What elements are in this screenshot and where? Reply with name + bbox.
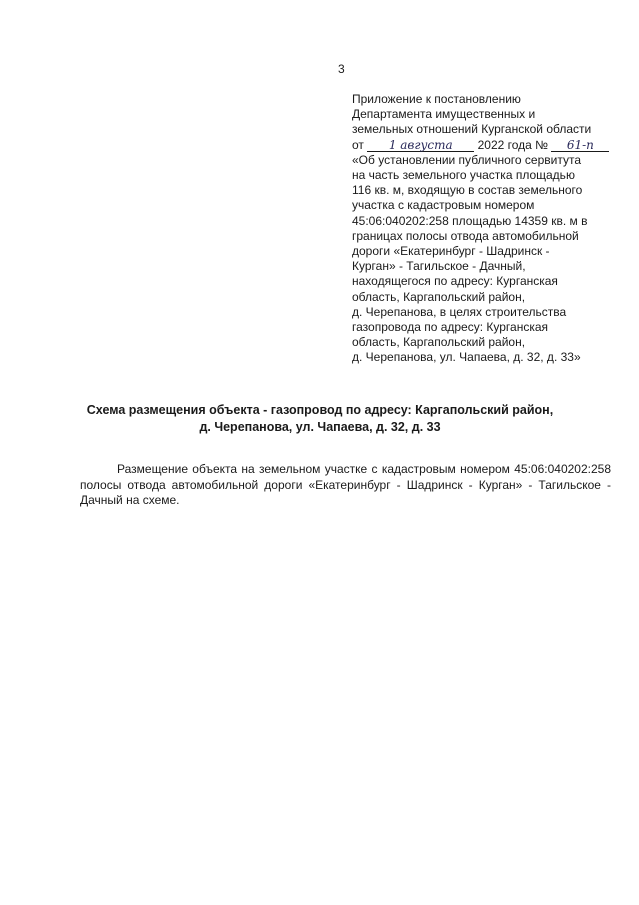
appendix-line: д. Черепанова, ул. Чапаева, д. 32, д. 33» xyxy=(352,350,581,365)
appendix-line: 45:06:040202:258 площадью 14359 кв. м в xyxy=(352,213,588,228)
title-line: д. Черепанова, ул. Чапаева, д. 32, д. 33 xyxy=(199,420,441,434)
appendix-line: область, Каргапольский район, xyxy=(352,289,526,304)
date-prefix: от xyxy=(352,137,364,152)
page-number: 3 xyxy=(338,62,345,76)
appendix-line: 116 кв. м, входящую в состав земельного xyxy=(352,183,583,198)
appendix-line: земельных отношений Курганской области xyxy=(352,122,592,137)
handwritten-number: 61-п xyxy=(551,139,609,152)
handwritten-date: 1 августа xyxy=(367,139,474,152)
appendix-line: находящегося по адресу: Курганская xyxy=(352,274,558,289)
document-title xyxy=(60,402,580,436)
appendix-line: Приложение к постановлению xyxy=(352,92,521,106)
body-paragraph: Размещение объекта на земельном участке с кадастровым номером 45:06:040202:258 полосы отвода автомобильной дороги «Екатеринбург - Шадринск - Курган» - Тагильское - Дачный на схеме. xyxy=(80,462,611,508)
appendix-line: участка с кадастровым номером xyxy=(352,198,535,213)
appendix-line: на часть земельного участка площадью xyxy=(352,168,575,183)
appendix-line: Курган» - Тагильское - Дачный, xyxy=(352,259,526,274)
title-line: Схема размещения объекта - газопровод по адресу: Каргапольский район, xyxy=(86,403,554,417)
appendix-line: дороги «Екатеринбург - Шадринск - xyxy=(352,244,550,259)
appendix-line: «Об установлении публичного сервитута xyxy=(352,152,581,167)
appendix-line: Департамента имущественных и xyxy=(352,107,536,122)
appendix-block xyxy=(352,92,614,366)
appendix-line: область, Каргапольский район, xyxy=(352,335,526,350)
appendix-line: д. Черепанова, в целях строительства xyxy=(352,304,567,319)
appendix-line: границах полосы отвода автомобильной xyxy=(352,228,579,243)
appendix-date-line xyxy=(352,138,614,153)
appendix-line: газопровода по адресу: Курганская xyxy=(352,320,549,335)
year-text: 2022 года № xyxy=(477,137,549,152)
